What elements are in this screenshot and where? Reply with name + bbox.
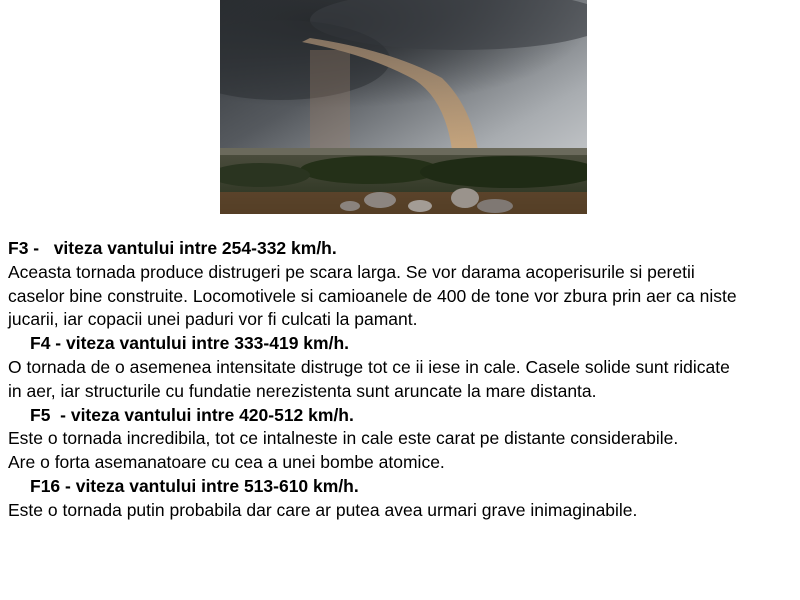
f5-heading: F5 - viteza vantului intre 420-512 km/h. — [30, 404, 354, 425]
f3-description: Aceasta tornada produce distrugeri pe scara larga. Se vor darama acoperisurile si peretii caselor bine construite. Locomotivele si camioanele de 400 de tone vor zbura prin aer ca niste jucarii, iar copacii unei paduri vor fi culcati la pamant. — [8, 261, 737, 330]
f3-heading-text: viteza vantului intre 254-332 km/h. — [53, 238, 337, 258]
f3-heading-code: F3 - — [8, 238, 54, 258]
f5-description-extra: Are o forta asemanatoare cu cea a unei bombe atomice. — [8, 452, 445, 473]
f3-heading — [8, 237, 748, 261]
f4-description: O tornada de o asemenea intensitate distruge tot ce ii iese in cale. Casele solide sunt ridicate in aer, iar structurile cu fundatie nerezistenta sunt aruncate la mare distanta. — [8, 356, 730, 401]
tornado-photo-illustration — [220, 0, 587, 214]
f5-description: Este o tornada incredibila, tot ce intalneste in cale este carat pe distante considerabile. — [8, 428, 679, 449]
tornado-photo — [220, 0, 587, 214]
tornado-scale-text — [8, 237, 748, 523]
f4-heading: F4 - viteza vantului intre 333-419 km/h. — [30, 333, 349, 354]
f16-description: Este o tornada putin probabila dar care ar putea avea urmari grave inimaginabile. — [8, 499, 638, 520]
f16-heading: F16 - viteza vantului intre 513-610 km/h. — [30, 475, 359, 496]
